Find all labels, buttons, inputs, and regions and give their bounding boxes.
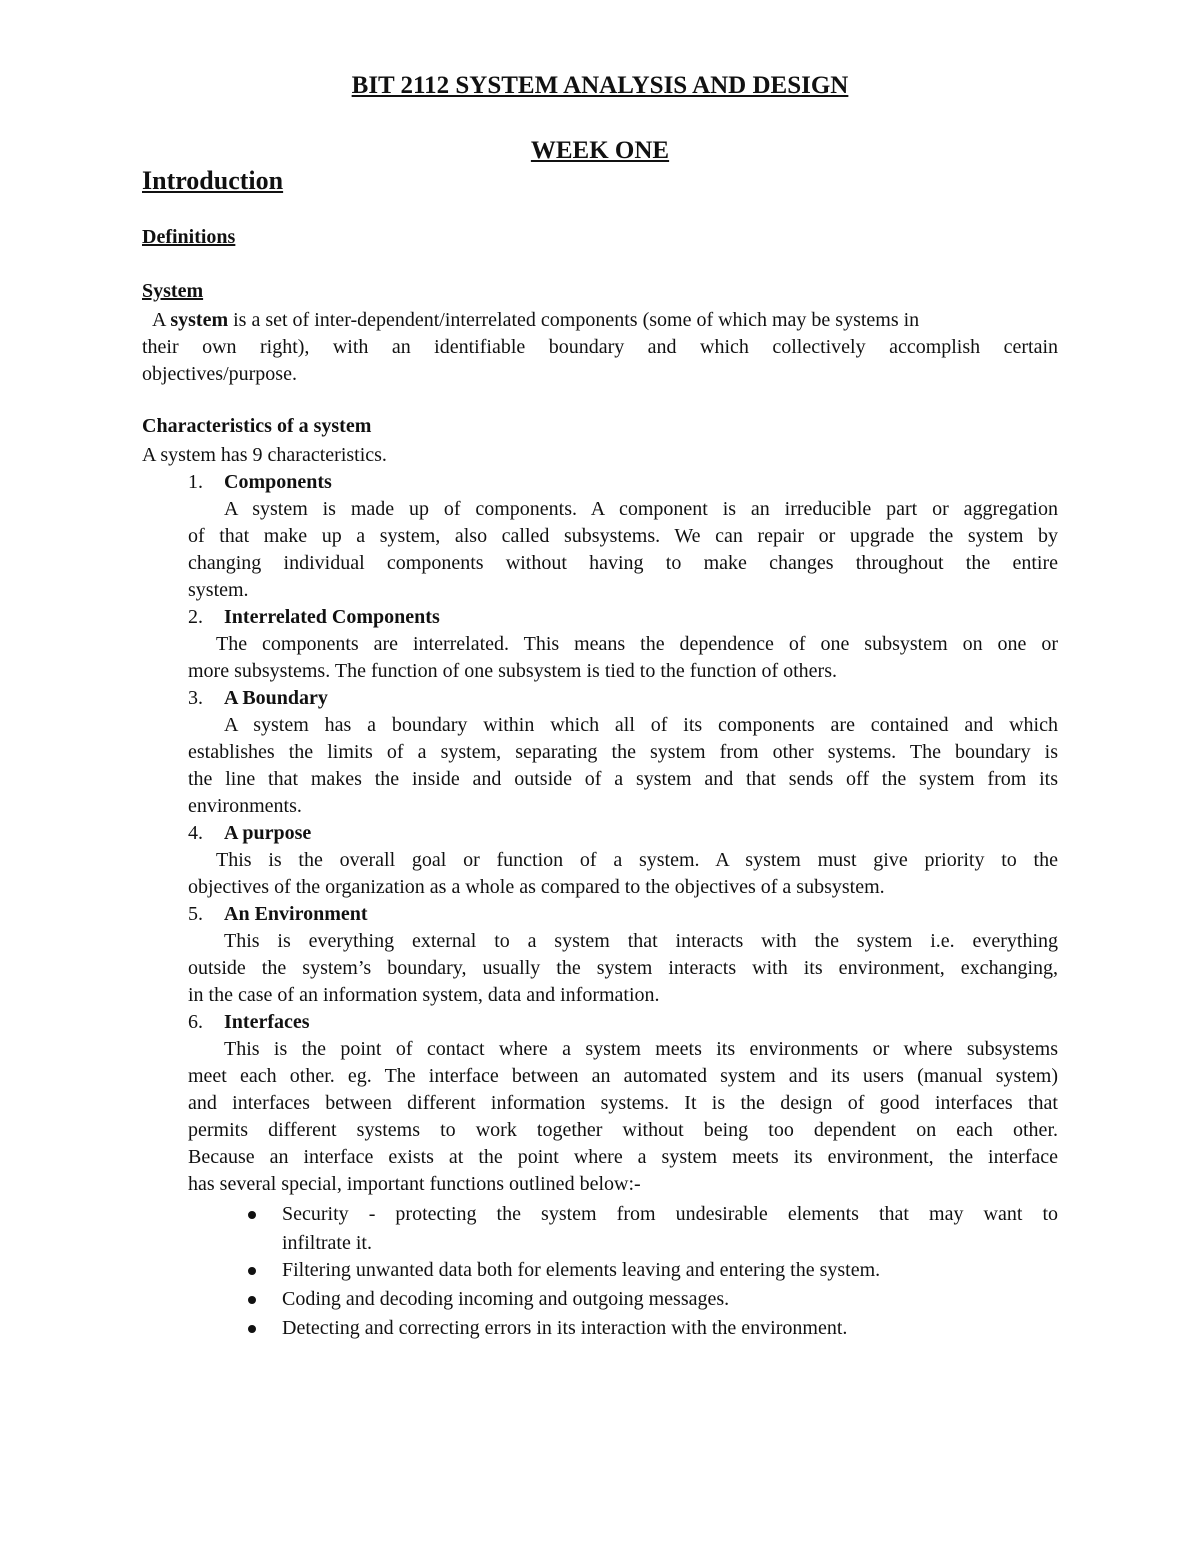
item-label: Components bbox=[224, 471, 332, 493]
characteristic-item-5-heading bbox=[188, 901, 368, 928]
item-1-line2: of that make up a system, also called subsystems. We can repair or upgrade the system by bbox=[188, 525, 1058, 547]
bullet-dot-icon bbox=[248, 1211, 256, 1219]
item-3-line4: environments. bbox=[188, 795, 302, 817]
system-heading: System bbox=[142, 280, 204, 302]
system-definition-line3: objectives/purpose. bbox=[142, 363, 297, 385]
characteristics-heading: Characteristics of a system bbox=[142, 415, 372, 437]
item-4-line2: objectives of the organization as a whole as compared to the objectives of a subsystem. bbox=[188, 876, 885, 898]
item-number: 1. bbox=[188, 471, 203, 493]
bullet-line: infiltrate it. bbox=[282, 1232, 372, 1254]
item-6-line1: This is the point of contact where a system meets its environments or where subsystems bbox=[224, 1038, 1058, 1060]
item-6-line5: Because an interface exists at the point where a system meets its environment, the interface bbox=[188, 1146, 1058, 1168]
introduction-heading: Introduction bbox=[142, 166, 284, 195]
bullet-line: Coding and decoding incoming and outgoing messages. bbox=[282, 1288, 730, 1310]
week-title: WEEK ONE bbox=[530, 137, 670, 164]
item-4-line1: This is the overall goal or function of a system. A system must give priority to the bbox=[216, 849, 1058, 871]
item-5-line3: in the case of an information system, data and information. bbox=[188, 984, 660, 1006]
bullet-dot-icon bbox=[248, 1296, 256, 1304]
characteristic-item-1-heading bbox=[188, 469, 332, 496]
characteristic-item-2-heading bbox=[188, 604, 440, 631]
system-definition-line2: their own right), with an identifiable boundary and which collectively accomplish certain bbox=[142, 336, 1058, 358]
characteristic-item-6-heading bbox=[188, 1009, 310, 1036]
item-2-line1: The components are interrelated. This means the dependence of one subsystem on one or bbox=[216, 633, 1058, 655]
bullet-item bbox=[282, 1314, 1058, 1343]
item-6-line2: meet each other. eg. The interface between an automated system and its users (manual system) bbox=[188, 1065, 1058, 1087]
item-3-line2: establishes the limits of a system, separating the system from other systems. The boundary is bbox=[188, 741, 1058, 763]
characteristic-item-4-heading bbox=[188, 820, 311, 847]
bullet-item bbox=[282, 1285, 1058, 1314]
system-definition-line1 bbox=[152, 307, 919, 334]
item-number: 4. bbox=[188, 822, 203, 844]
item-3-line1: A system has a boundary within which all of its components are contained and which bbox=[224, 714, 1058, 736]
bullet-dot-icon bbox=[248, 1325, 256, 1333]
item-number: 3. bbox=[188, 687, 203, 709]
item-label: A Boundary bbox=[224, 687, 328, 709]
item-label: An Environment bbox=[224, 903, 368, 925]
item-3-line3: the line that makes the inside and outside of a system and that sends off the system from its bbox=[188, 768, 1058, 790]
item-label: Interrelated Components bbox=[224, 606, 440, 628]
bullet-line: Security - protecting the system from undesirable elements that may want to bbox=[282, 1203, 1058, 1225]
item-number: 2. bbox=[188, 606, 203, 628]
item-5-line1: This is everything external to a system that interacts with the system i.e. everything bbox=[224, 930, 1058, 952]
definition-term: system bbox=[170, 309, 229, 331]
course-title: BIT 2112 SYSTEM ANALYSIS AND DESIGN bbox=[351, 72, 849, 99]
bullet-line: Filtering unwanted data both for elements leaving and entering the system. bbox=[282, 1259, 881, 1281]
item-1-line3: changing individual components without having to make changes throughout the entire bbox=[188, 552, 1058, 574]
item-6-line3: and interfaces between different information systems. It is the design of good interfaces that bbox=[188, 1092, 1058, 1114]
definition-lead: A bbox=[152, 309, 166, 331]
characteristics-intro: A system has 9 characteristics. bbox=[142, 444, 387, 466]
item-number: 5. bbox=[188, 903, 203, 925]
bullet-item bbox=[282, 1200, 1058, 1258]
item-6-line4: permits different systems to work together without being too dependent on each other. bbox=[188, 1119, 1058, 1141]
item-5-line2: outside the system’s boundary, usually the system interacts with its environment, exchanging, bbox=[188, 957, 1058, 979]
definition-text: is a set of inter-dependent/interrelated components (some of which may be systems in bbox=[233, 309, 920, 331]
item-1-line1: A system is made up of components. A component is an irreducible part or aggregation bbox=[224, 498, 1058, 520]
bullet-dot-icon bbox=[248, 1267, 256, 1275]
item-label: Interfaces bbox=[224, 1011, 310, 1033]
item-number: 6. bbox=[188, 1011, 203, 1033]
definitions-heading: Definitions bbox=[142, 226, 236, 248]
item-2-line2: more subsystems. The function of one subsystem is tied to the function of others. bbox=[188, 660, 837, 682]
item-1-line4: system. bbox=[188, 579, 249, 601]
bullet-item bbox=[282, 1256, 1058, 1285]
bullet-line: Detecting and correcting errors in its interaction with the environment. bbox=[282, 1317, 848, 1339]
characteristic-item-3-heading bbox=[188, 685, 328, 712]
item-6-line6: has several special, important functions outlined below:- bbox=[188, 1173, 641, 1195]
item-label: A purpose bbox=[224, 822, 312, 844]
